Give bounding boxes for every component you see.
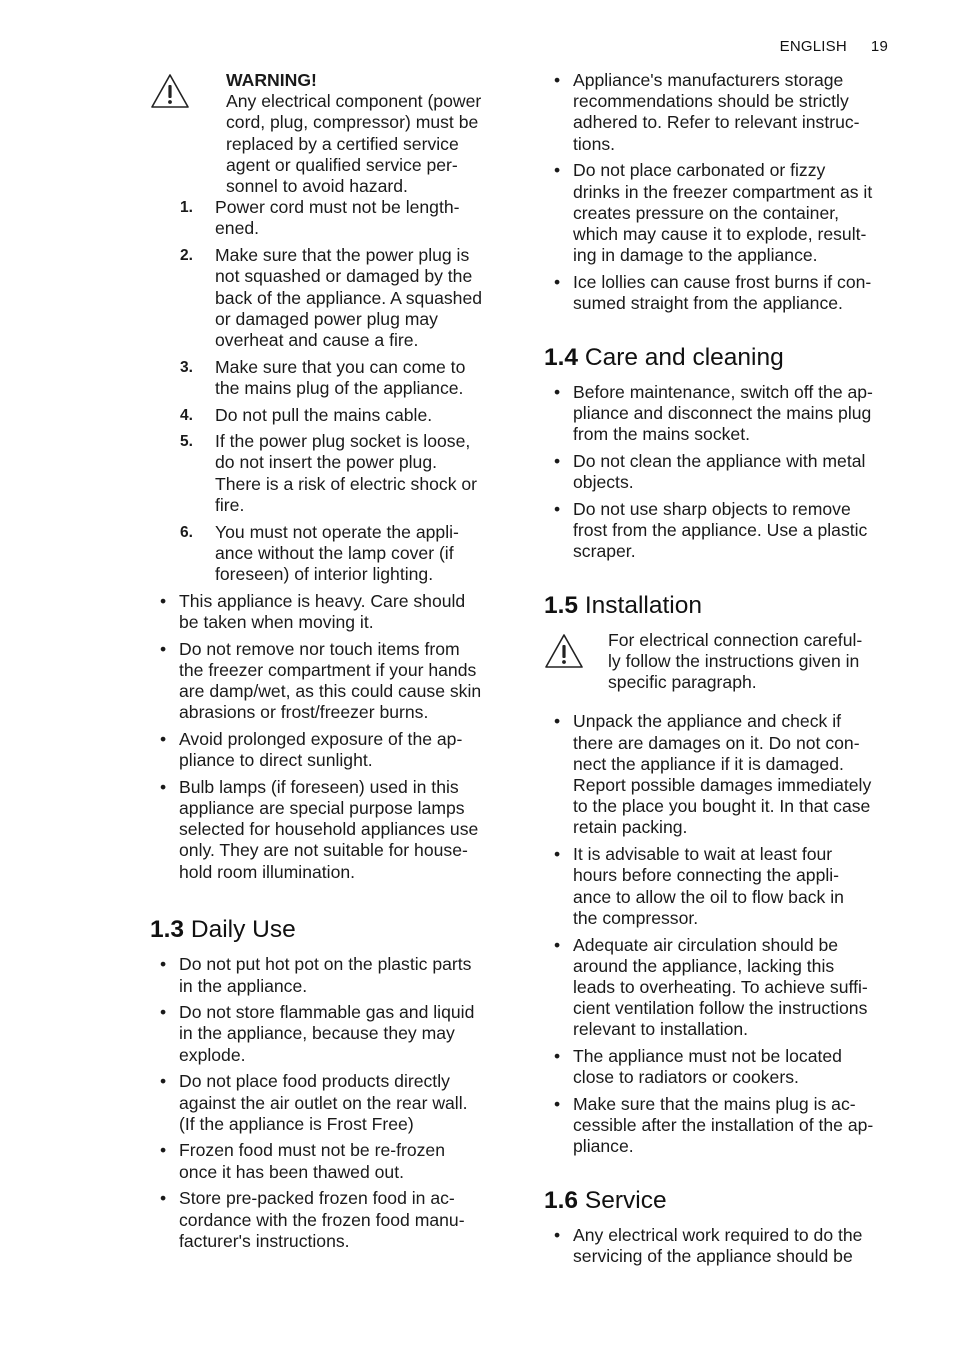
bullet-item — [544, 844, 900, 929]
bullet-icon: • — [554, 160, 561, 181]
bullet-item — [150, 954, 515, 996]
text-line: do not insert the power plug. — [215, 452, 438, 473]
warning-title: WARNING! — [226, 70, 317, 90]
text-line: sumed straight from the appliance. — [573, 293, 843, 314]
bullet-text — [179, 1002, 515, 1066]
bullet-item — [544, 272, 900, 314]
numbered-step — [150, 522, 515, 586]
text-line: only. They are not suitable for house- — [179, 840, 468, 861]
care-bullets — [544, 382, 900, 563]
text-line: appliance are special purpose lamps — [179, 798, 465, 818]
section-heading-service: 1.6 Service — [544, 1187, 667, 1215]
step-number: 1. — [180, 199, 193, 217]
text-line: against the air outlet on the rear wall. — [179, 1092, 468, 1113]
bullet-item — [544, 70, 900, 155]
text-line: which may cause it to explode, result- — [573, 223, 867, 244]
step-text — [215, 197, 515, 239]
bullet-icon: • — [554, 1225, 561, 1246]
bullet-item — [150, 591, 515, 633]
text-line: ance to allow the oil to flow back in — [573, 886, 844, 907]
text-line: agent or qualified service per- — [226, 154, 458, 175]
text-line: Appliance's manufacturers storage — [573, 70, 844, 90]
storage-bullets — [544, 70, 900, 314]
text-line: Any electrical component (power — [226, 91, 482, 112]
bullet-text — [573, 1094, 900, 1158]
text-line: scraper. — [573, 541, 636, 562]
text-line: foreseen) of interior lighting. — [215, 563, 434, 584]
step-number: 3. — [180, 358, 193, 376]
bullet-item — [150, 1140, 515, 1182]
bullet-text — [179, 777, 515, 883]
bullet-text — [179, 1071, 515, 1135]
step-text — [215, 405, 515, 426]
bullet-icon: • — [554, 1046, 561, 1067]
text-line: cord, plug, compressor) must be — [226, 112, 479, 133]
bullet-icon: • — [554, 1093, 561, 1114]
right-column — [544, 70, 900, 1273]
caution-block — [544, 630, 900, 694]
text-line: once it has been thawed out. — [179, 1161, 404, 1182]
text-line: Report possible damages immediately — [573, 775, 872, 796]
bullet-icon: • — [554, 381, 561, 402]
bullet-item — [150, 729, 515, 771]
bullet-item — [150, 1002, 515, 1066]
step-number: 2. — [180, 247, 193, 265]
text-line: adhered to. Refer to relevant instruc- — [573, 112, 860, 133]
bullet-item — [150, 777, 515, 883]
text-line: replaced by a certified service — [226, 133, 459, 154]
numbered-step — [150, 405, 515, 426]
text-line: Before maintenance, switch off the ap- — [573, 381, 873, 402]
text-line: ance without the lamp cover (if — [215, 542, 454, 563]
bullet-text — [573, 1046, 900, 1088]
bullet-icon: • — [160, 590, 167, 611]
text-line: Adequate air circulation should be — [573, 934, 839, 955]
text-line: pliance and disconnect the mains plug — [573, 402, 872, 423]
bullet-item — [150, 1071, 515, 1135]
bullet-text — [573, 935, 900, 1041]
bullet-text — [573, 451, 900, 493]
bullet-text — [573, 1225, 900, 1267]
text-line: close to radiators or cookers. — [573, 1067, 799, 1088]
bullet-icon: • — [160, 1071, 167, 1092]
text-line: pliance to direct sunlight. — [179, 750, 373, 771]
text-line: the mains plug of the appliance. — [215, 377, 464, 398]
page-header — [780, 38, 888, 55]
warning-triangle-icon — [544, 630, 608, 674]
text-line: Do not remove nor touch items from — [179, 638, 460, 659]
step-text — [215, 522, 515, 586]
bullet-item — [150, 639, 515, 724]
text-line: Do not store flammable gas and liquid — [179, 1002, 475, 1023]
bullet-text — [179, 591, 515, 633]
step-number: 6. — [180, 523, 193, 541]
bullet-text — [573, 272, 900, 314]
numbered-step — [150, 245, 515, 351]
bullet-icon: • — [160, 638, 167, 659]
bullet-item — [544, 382, 900, 446]
bullet-icon: • — [554, 70, 561, 90]
bullet-item — [544, 935, 900, 1041]
text-line: There is a risk of electric shock or — [215, 473, 478, 494]
daily-use-bullets — [150, 954, 515, 1252]
text-line: Do not put hot pot on the plastic parts — [179, 954, 472, 975]
bullet-icon: • — [160, 1188, 167, 1209]
service-bullets — [544, 1225, 900, 1267]
left-column — [150, 70, 515, 1257]
text-line: there are damages on it. Do not con- — [573, 732, 860, 753]
text-line: Do not clean the appliance with metal — [573, 450, 866, 471]
text-line: back of the appliance. A squashed — [215, 287, 483, 308]
bullet-icon: • — [160, 954, 167, 975]
text-line: Power cord must not be length- — [215, 197, 460, 218]
step-number: 5. — [180, 433, 193, 451]
text-line: Make sure that the mains plug is ac- — [573, 1093, 856, 1114]
installation-bullets — [544, 711, 900, 1157]
bullet-text — [573, 844, 900, 929]
bullet-item — [544, 451, 900, 493]
text-line: hold room illumination. — [179, 861, 356, 882]
text-line: objects. — [573, 472, 634, 493]
bullet-icon: • — [554, 844, 561, 865]
warning-text — [226, 91, 515, 197]
bullet-item — [150, 1188, 515, 1252]
language-label: ENGLISH — [779, 38, 847, 55]
text-line: Make sure that the power plug is — [215, 245, 470, 266]
bullet-text — [179, 1140, 515, 1182]
bullet-text — [179, 954, 515, 996]
bullet-item — [544, 499, 900, 563]
text-line: Store pre-packed frozen food in ac- — [179, 1188, 455, 1209]
text-line: For electrical connection careful- — [608, 629, 863, 650]
text-line: (If the appliance is Frost Free) — [179, 1113, 414, 1134]
bullet-text — [573, 382, 900, 446]
text-line: The appliance must not be located — [573, 1046, 842, 1067]
bullet-icon: • — [554, 450, 561, 471]
step-text — [215, 431, 515, 516]
text-line: Avoid prolonged exposure of the ap- — [179, 728, 463, 749]
text-line: ing in damage to the appliance. — [573, 245, 818, 266]
step-number: 4. — [180, 406, 193, 424]
text-line: fire. — [215, 494, 245, 515]
text-line: This appliance is heavy. Care should — [179, 590, 466, 611]
text-line: recommendations should be strictly — [573, 91, 849, 112]
bullet-text — [573, 160, 900, 266]
text-line: ly follow the instructions given in — [608, 651, 860, 672]
section-heading-care: 1.4 Care and cleaning — [544, 343, 784, 371]
bullet-item — [544, 1046, 900, 1088]
text-line: You must not operate the appli- — [215, 521, 459, 542]
bullet-icon: • — [160, 728, 167, 749]
numbered-step — [150, 431, 515, 516]
text-line: explode. — [179, 1044, 246, 1065]
text-line: Ice lollies can cause frost burns if con- — [573, 271, 872, 292]
text-line: creates pressure on the container, — [573, 202, 840, 223]
bullet-text — [573, 70, 900, 155]
text-line: cient ventilation follow the instructions — [573, 998, 868, 1019]
text-line: sonnel to avoid hazard. — [226, 176, 408, 197]
text-line: hours before connecting the appli- — [573, 865, 840, 886]
bullet-text — [573, 499, 900, 563]
bullet-icon: • — [554, 934, 561, 955]
text-line: in the appliance, because they may — [179, 1023, 455, 1044]
bullet-item — [544, 711, 900, 838]
bullet-text — [179, 1188, 515, 1252]
left-bullets-list — [150, 591, 515, 883]
numbered-step — [150, 357, 515, 399]
text-line: Unpack the appliance and check if — [573, 711, 841, 732]
text-line: abrasions or frost/freezer burns. — [179, 702, 429, 723]
text-line: from the mains socket. — [573, 424, 750, 445]
text-line: overheat and cause a fire. — [215, 329, 419, 350]
power-steps-list — [150, 197, 515, 585]
text-line: Frozen food must not be re-frozen — [179, 1140, 445, 1161]
text-line: the compressor. — [573, 907, 699, 928]
text-line: relevant to installation. — [573, 1019, 749, 1040]
bullet-icon: • — [554, 271, 561, 292]
bullet-item — [544, 1225, 900, 1267]
text-line: tions. — [573, 133, 616, 154]
bullet-text — [573, 711, 900, 838]
text-line: selected for household appliances use — [179, 819, 479, 840]
caution-text — [608, 630, 900, 694]
bullet-icon: • — [160, 776, 167, 797]
text-line: around the appliance, lacking this — [573, 955, 835, 976]
step-text — [215, 357, 515, 399]
text-line: Do not place carbonated or fizzy — [573, 160, 826, 181]
text-line: not squashed or damaged by the — [215, 266, 473, 287]
bullet-item — [544, 160, 900, 266]
text-line: servicing of the appliance should be — [573, 1246, 853, 1267]
bullet-icon: • — [160, 1002, 167, 1023]
text-line: Do not use sharp objects to remove — [573, 498, 851, 519]
text-line: frost from the appliance. Use a plastic — [573, 519, 868, 540]
text-line: the freezer compartment if your hands — [179, 659, 477, 680]
bullet-icon: • — [554, 498, 561, 519]
bullet-icon: • — [160, 1140, 167, 1161]
bullet-icon: • — [554, 711, 561, 732]
text-line: nect the appliance if it is damaged. — [573, 753, 844, 774]
text-line: Bulb lamps (if foreseen) used in this — [179, 776, 459, 797]
text-line: leads to overheating. To achieve suffi- — [573, 976, 868, 997]
text-line: to the place you bought it. In that case — [573, 796, 871, 817]
bullet-text — [179, 639, 515, 724]
text-line: specific paragraph. — [608, 672, 757, 693]
text-line: be taken when moving it. — [179, 611, 374, 632]
text-line: ened. — [215, 218, 260, 239]
section-heading-daily-use: 1.3 Daily Use — [150, 916, 296, 944]
bullet-text — [179, 729, 515, 771]
section-heading-installation: 1.5 Installation — [544, 591, 703, 619]
warning-triangle-icon — [150, 70, 226, 114]
text-line: Do not place food products directly — [179, 1071, 450, 1092]
text-line: pliance. — [573, 1136, 634, 1157]
text-line: cessible after the installation of the ap- — [573, 1115, 874, 1136]
text-line: It is advisable to wait at least four — [573, 844, 833, 865]
text-line: facturer's instructions. — [179, 1230, 350, 1251]
text-line: drinks in the freezer compartment as it — [573, 181, 873, 202]
text-line: cordance with the frozen food manu- — [179, 1209, 465, 1230]
text-line: Any electrical work required to do the — [573, 1225, 863, 1246]
text-line: or damaged power plug may — [215, 308, 438, 329]
text-line: Make sure that you can come to — [215, 356, 466, 377]
text-line: Do not pull the mains cable. — [215, 404, 433, 425]
text-line: are damp/wet, as this could cause skin — [179, 680, 482, 701]
numbered-step — [150, 197, 515, 239]
text-line: retain packing. — [573, 817, 688, 838]
text-line: in the appliance. — [179, 975, 308, 996]
step-text — [215, 245, 515, 351]
bullet-item — [544, 1094, 900, 1158]
warning-block — [150, 70, 515, 197]
page-number: 19 — [870, 38, 888, 55]
text-line: If the power plug socket is loose, — [215, 431, 471, 452]
